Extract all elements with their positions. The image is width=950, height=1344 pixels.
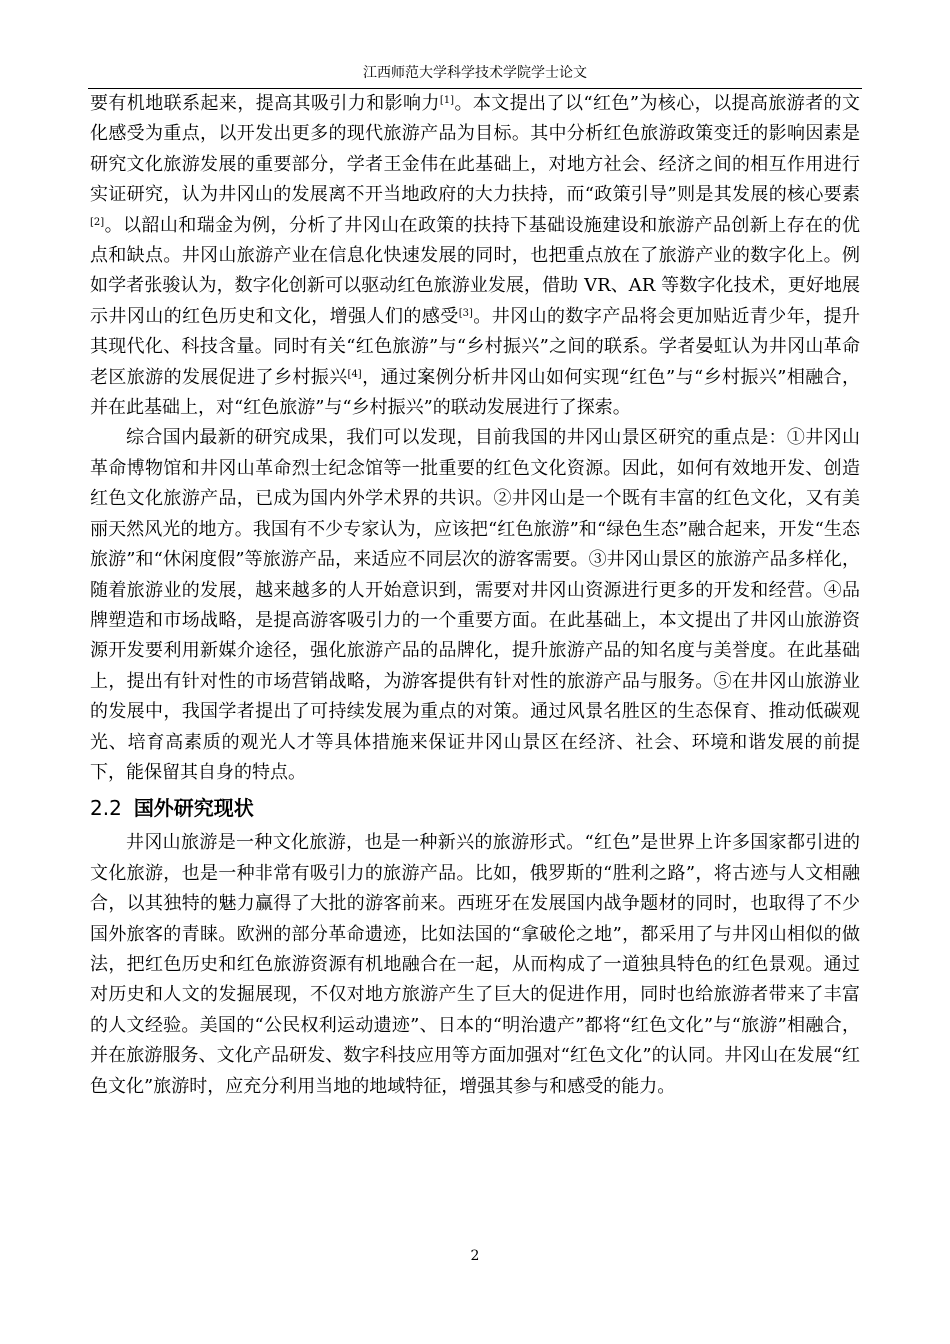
text-run: 。本文提出了以“红色”为核心，以提高旅游者的文化感受为重点，以开发出更多的现代旅游产品为目标。其中分析红色旅游政策变迁的影响因素是研究文化旅游发展的重要部分，学者王金伟在此基础上，对地方社会、经济之间的相互作用进行实证研究，认为井冈山的发展离不开当地政府的大力扶持，而“政策引导”则是其发展的核心要素 bbox=[90, 93, 861, 206]
text-run: 。井冈山的数字产品将会更加贴近青少年，提升其现代化、科技含量。同时有关“红色旅游”与“乡村振兴”之间的联系。学者晏虹认为井冈山革命老区旅游的发展促进了乡村振兴 bbox=[90, 305, 861, 388]
citation-4: [4] bbox=[347, 368, 362, 380]
section-number: 2.2 bbox=[90, 796, 122, 821]
text-run: 。以韶山和瑞金为例，分析了井冈山在政策的扶持下基础设施建设和旅游产品创新上存在的优点和缺点。井冈山旅游产业在信息化快速发展的同时，也把重点放在了旅游产业的数字化上。例如学者张骏认为，数字化创新可以驱动红色旅游业发展，借助 VR、AR 等数字化技术，更好地展示井冈山的红色历史和文化，增强人们的感受 bbox=[90, 214, 860, 327]
section-title: 国外研究现状 bbox=[133, 796, 254, 821]
paragraph-foreign-research: 井冈山旅游是一种文化旅游，也是一种新兴的旅游形式。“红色”是世界上许多国家都引进的文化旅游，也是一种非常有吸引力的旅游产品。比如，俄罗斯的“胜利之路”，将古迹与人文相融合，以其独特的魅力赢得了大批的游客前来。西班牙在发展国内战争题材的同时，也取得了不少国外旅客的青睐。欧洲的部分革命遗迹，比如法国的“拿破伦之地”，都采用了与井冈山相似的做法，把红色历史和红色旅游资源有机地融合在一起，从而构成了一道独具特色的红色景观。通过对历史和人文的发掘展现，不仅对地方旅游产生了巨大的促进作用，同时也给旅游者带来了丰富的人文经验。美国的“公民权利运动遗迹”、日本的“明治遗产”都将“红色文化”与“旅游”相融合，并在旅游服务、文化产品研发、数字科技应用等方面加强对“红色文化”的认同。井冈山在发展“红色文化”旅游时，应充分利用当地的地域特征，增强其参与和感受的能力。 bbox=[90, 832, 860, 1097]
paragraph-domestic-summary: 综合国内最新的研究成果，我们可以发现，目前我国的井冈山景区研究的重点是：①井冈山革命博物馆和井冈山革命烈士纪念馆等一批重要的红色文化资源。因此，如何有效地开发、创造红色文化旅游产品，已成为国内外学术界的共识。②井冈山是一个既有丰富的红色文化，又有美丽天然风光的地方。我国有不少专家认为，应该把“红色旅游”和“绿色生态”融合起来，开发“生态旅游”和“休闲度假”等旅游产品，来适应不同层次的游客需要。③井冈山景区的旅游产品多样化，随着旅游业的发展，越来越多的人开始意识到，需要对井冈山资源进行更多的开发和经营。④品牌塑造和市场战略，是提高游客吸引力的一个重要方面。在此基础上，本文提出了井冈山旅游资源开发要利用新媒介途径，强化旅游产品的品牌化，提升旅游产品的知名度与美誉度。在此基础上，提出有针对性的市场营销战略，为游客提供有针对性的旅游产品与服务。⑤在井冈山旅游业的发展中，我国学者提出了可持续发展为重点的对策。通过风景名胜区的生态保育、推动低碳观光、培育高素质的观光人才等具体措施来保证井冈山景区在经济、社会、环境和谐发展的前提下，能保留其自身的特点。 bbox=[90, 427, 860, 783]
section-heading bbox=[90, 788, 860, 828]
citation-1: [1] bbox=[439, 95, 455, 106]
page-number: 2 bbox=[470, 1248, 480, 1264]
citation-2: [2] bbox=[90, 216, 105, 228]
body-text bbox=[90, 89, 860, 1102]
running-header: 江西师范大学科学技术学院学士论文 bbox=[363, 65, 587, 81]
citation-3: [3] bbox=[458, 307, 473, 319]
text-run: 要有机地联系起来，提高其吸引力和影响力 bbox=[90, 93, 440, 114]
text-run: ，通过案例分析井冈山如何实现“红色”与“乡村振兴”相融合，并在此基础上，对“红色旅游”与“乡村振兴”的联动发展进行了探索。 bbox=[90, 366, 861, 419]
paragraph-continued bbox=[90, 89, 860, 423]
